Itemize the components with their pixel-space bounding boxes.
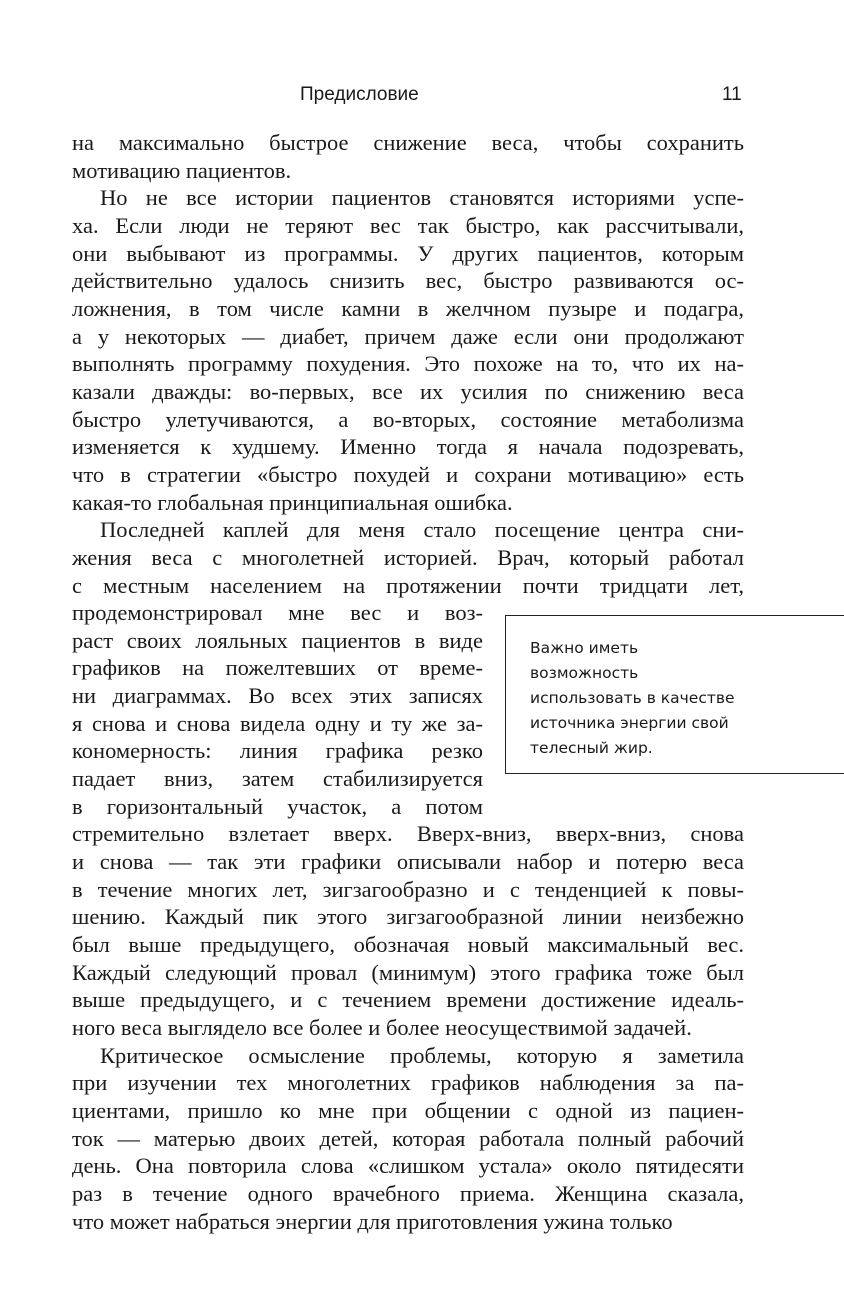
pull-quote-line: источника энергии свой (530, 714, 729, 732)
pull-quote-line: использовать в качестве (530, 689, 735, 707)
text-line: выполнять программу похудения. Это похоже на то, что их на- (72, 351, 744, 377)
text-line: какая-то глобальная принципиальная ошибка. (72, 489, 513, 515)
text-line: в течение многих лет, зигзагообразно и с тенденцией к повы- (72, 876, 744, 902)
text-line: с местным населением на протяжении почти тридцати лет, (72, 572, 744, 598)
text-line: жения веса с многолетней историей. Врач, который работал (72, 544, 744, 570)
text-line: в горизонтальный участок, а потом (72, 793, 483, 819)
text-line: кономерность: линия графика резко (72, 738, 483, 764)
text-line: мотивацию пациентов. (72, 157, 292, 183)
text-line: графиков на пожелтевших от време- (72, 655, 483, 681)
text-line: я снова и снова видела одну и ту же за- (72, 710, 483, 736)
text-line: что может набраться энергии для приготовления ужина только (72, 1208, 673, 1234)
text-line: ни диаграммах. Во всех этих записях (72, 683, 483, 709)
text-line: выше предыдущего, и с течением времени достижение идеаль- (72, 987, 744, 1013)
text-line: раз в течение одного врачебного приема. Женщина сказала, (72, 1180, 744, 1206)
text-line: Критическое осмысление проблемы, которую я заметила (100, 1042, 744, 1068)
text-line: Каждый следующий провал (минимум) этого графика тоже был (72, 959, 744, 985)
text-line: раст своих лояльных пациентов в виде (72, 627, 483, 653)
text-line: а у некоторых — диабет, причем даже если они продолжают (72, 323, 744, 349)
text-line: падает вниз, затем стабилизируется (72, 766, 483, 792)
pull-quote-line: телесный жир. (530, 739, 653, 757)
text-line: продемонстрировал мне вес и воз- (72, 600, 483, 626)
text-line: быстро улетучиваются, а во-вторых, состояние метаболизма (72, 406, 744, 432)
text-line: на максимально быстрое снижение веса, чтобы сохранить (72, 130, 744, 155)
text-line: шению. Каждый пик этого зигзагообразной линии неизбежно (72, 904, 744, 930)
text-line: Но не все истории пациентов становятся историями успе- (100, 185, 744, 211)
text-line: и снова — так эти графики описывали набор и потерю веса (72, 849, 744, 875)
pull-quote-line: возможность (530, 664, 639, 682)
text-line: они выбывают из программы. У других пациентов, которым (72, 240, 744, 266)
text-line: ха. Если люди не теряют вес так быстро, как рассчитывали, (72, 212, 744, 238)
text-line: ложнения, в том числе камни в желчном пузыре и подагра, (72, 295, 744, 321)
text-line: день. Она повторила слова «слишком устала» около пятидесяти (72, 1153, 744, 1179)
text-line: ток — матерью двоих детей, которая работала полный рабочий (72, 1125, 744, 1151)
text-line: циентами, пришло ко мне при общении с одной из пациен- (72, 1097, 744, 1123)
text-line: при изучении тех многолетних графиков наблюдения за па- (72, 1070, 744, 1096)
text-line: казали дважды: во-первых, все их усилия по снижению веса (72, 378, 744, 404)
text-line: стремительно взлетает вверх. Вверх-вниз, вверх-вниз, снова (72, 821, 744, 847)
text-line: был выше предыдущего, обозначая новый максимальный вес. (72, 932, 744, 958)
text-line: ного веса выглядело все более и более неосуществимой задачей. (72, 1015, 692, 1040)
text-line: Последней каплей для меня стало посещение центра сни- (100, 517, 744, 543)
text-line: что в стратегии «быстро похудей и сохрани мотивацию» есть (72, 461, 744, 487)
text-line: действительно удалось снизить вес, быстро развиваются ос- (72, 268, 744, 294)
pull-quote-line: Важно иметь (530, 639, 639, 657)
text-line: изменяется к худшему. Именно тогда я начала подозревать, (72, 434, 744, 460)
page-number: 11 (722, 84, 742, 105)
running-header: Предисловие (300, 84, 419, 105)
pull-quote-box (505, 615, 844, 774)
